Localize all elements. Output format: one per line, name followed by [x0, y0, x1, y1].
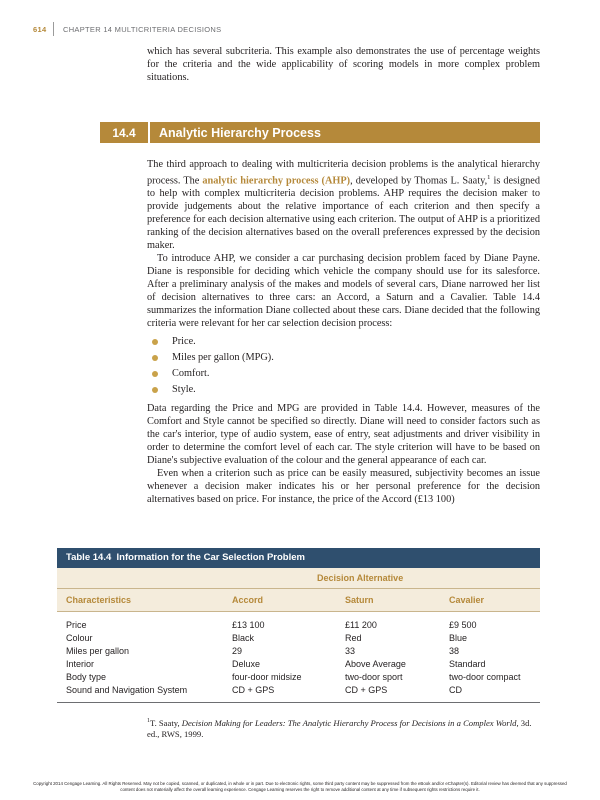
table-row: [57, 645, 540, 658]
column-header: Characteristics: [66, 595, 132, 605]
table-row: [57, 671, 540, 684]
table-cell: Colour: [66, 633, 93, 643]
decision-alternative-label: Decision Alternative: [317, 573, 404, 583]
para1-text-middle: , developed by Thomas L. Saaty,: [350, 175, 488, 187]
section-number: 14.4: [112, 125, 136, 140]
running-header: [0, 22, 600, 36]
table-cell: £9 500: [449, 620, 477, 630]
footnote-mark: 1: [147, 718, 150, 724]
table-cell: two-door sport: [345, 672, 403, 682]
paragraph-1: [147, 158, 540, 252]
list-item: [147, 382, 540, 398]
footnote-book-title: Decision Making for Leaders: The Analytic Hierarchy Process for Decisions in a Complex World: [181, 717, 517, 728]
table-cell: 29: [232, 646, 243, 656]
footnote: [147, 716, 540, 740]
table-cell: CD + GPS: [232, 685, 275, 695]
table-cell: Blue: [449, 633, 468, 643]
page-number: 614: [33, 25, 47, 34]
column-header: Accord: [232, 595, 264, 605]
table-group-header: [57, 568, 540, 589]
criteria-list: [147, 334, 540, 398]
table-row: [57, 632, 540, 645]
criterion-comfort: Comfort.: [172, 368, 210, 380]
table-body: [57, 612, 540, 703]
bullet-icon: [152, 355, 158, 361]
intro-text: which has several subcriteria. This example also demonstrates the use of percentage weights for the criteria and the wide applicability of scoring models in more complex problem situations.: [147, 46, 540, 83]
footnote-publication: , 3d. ed., RWS, 1999.: [147, 717, 532, 739]
list-item: [147, 334, 540, 350]
footnote-author: T. Saaty,: [150, 717, 182, 728]
list-item: [147, 350, 540, 366]
table-cell: £11 200: [345, 620, 377, 630]
bullet-icon: [152, 371, 158, 377]
table-cell: Body type: [66, 672, 107, 682]
table-cell: Standard: [449, 659, 486, 669]
header-divider: [53, 22, 54, 36]
table-header-row: [57, 589, 540, 612]
para1-text-after: is designed to help with complex multicriteria decision problems. AHP requires the decision maker to provide judgements about the relative importance of each criterion and then specify a preference for each decision alternative using each criterion. The output of AHP is a prioritized ranking of the decision alternatives based on the overall preferences expressed by the decision maker.: [147, 175, 540, 252]
bullet-icon: [152, 339, 158, 345]
table-cell: Sound and Navigation System: [66, 685, 188, 695]
table-cell: Black: [232, 633, 255, 643]
table-cell: £13 100: [232, 620, 265, 630]
bullet-icon: [152, 387, 158, 393]
table-cell: Red: [345, 633, 362, 643]
section-heading: [100, 122, 540, 143]
paragraph-3: Data regarding the Price and MPG are provided in Table 14.4. However, measures of the Comfort and Style cannot be specified so directly. Diane will need to consider factors such as the car's interior, type of audio system, ease of entry, seat adjustments and driver visibility in order to determine the comfort level of each car. The style criterion will have to be based on Diane's subjective evaluation of the colour and the general appearance of each car.: [147, 403, 540, 467]
criterion-mpg: Miles per gallon (MPG).: [172, 352, 274, 364]
copyright-notice: Copyright 2014 Cengage Learning. All Rights Reserved. May not be copied, scanned, or duplicated, in whole or in part. Due to electronic rights, some third party content may be suppressed from the eBook and/or eChapter(s). Editorial review has deemed that any suppressed content does not materially affect the overall learning experience. Cengage Learning reserves the right to remove additional content at any time if subsequent rights restrictions require it.: [33, 781, 567, 792]
table-cell: CD: [449, 685, 462, 695]
column-header: Saturn: [345, 595, 374, 605]
intro-paragraph: [147, 45, 540, 84]
car-selection-table: [57, 548, 540, 703]
ahp-keyword: analytic hierarchy process (AHP): [202, 175, 351, 187]
criterion-price: Price.: [172, 336, 196, 348]
section-title: Analytic Hierarchy Process: [159, 125, 321, 140]
table-cell: two-door compact: [449, 672, 521, 682]
table-cell: four-door midsize: [232, 672, 302, 682]
table-row: [57, 619, 540, 632]
column-header: Cavalier: [449, 595, 485, 605]
table-title: Information for the Car Selection Problem: [116, 552, 305, 563]
table-cell: 33: [345, 646, 356, 656]
chapter-title: CHAPTER 14 MULTICRITERIA DECISIONS: [63, 25, 222, 34]
para1-text-before: The third approach to dealing with multicriteria decision problems is the analytical hierarchy process. The: [147, 159, 540, 187]
paragraph-4: Even when a criterion such as price can be easily measured, subjectivity becomes an issue whenever a decision maker indicates his or her personal preference for the decision alternatives based on price. For instance, the price of the Accord (£13 100): [147, 468, 540, 506]
table-row: [57, 684, 540, 697]
footnote-reference[interactable]: 1: [487, 174, 491, 181]
table-cell: Price: [66, 620, 87, 630]
table-cell: CD + GPS: [345, 685, 388, 695]
table-caption: [57, 548, 540, 568]
table-cell: Above Average: [345, 659, 406, 669]
table-label: Table 14.4: [66, 552, 112, 563]
table-cell: 38: [449, 646, 460, 656]
list-item: [147, 366, 540, 382]
criterion-style: Style.: [172, 384, 196, 396]
table-row: [57, 658, 540, 671]
paragraph-2: To introduce AHP, we consider a car purchasing decision problem faced by Diane Payne. Diane is responsible for deciding which vehicle the company should use for its salesforce. After a preliminary analysis of the makes and models of several cars, Diane narrowed her list of decision alternatives to three cars: an Accord, a Saturn and a Cavalier. Table 14.4 summarizes the information Diane collected about these cars. Diane decided that the following criteria were relevant for her car selection decision process:: [147, 253, 540, 330]
table-cell: Miles per gallon: [66, 646, 130, 656]
table-cell: Interior: [66, 659, 95, 669]
body-text: [147, 158, 540, 506]
table-cell: Deluxe: [232, 659, 261, 669]
